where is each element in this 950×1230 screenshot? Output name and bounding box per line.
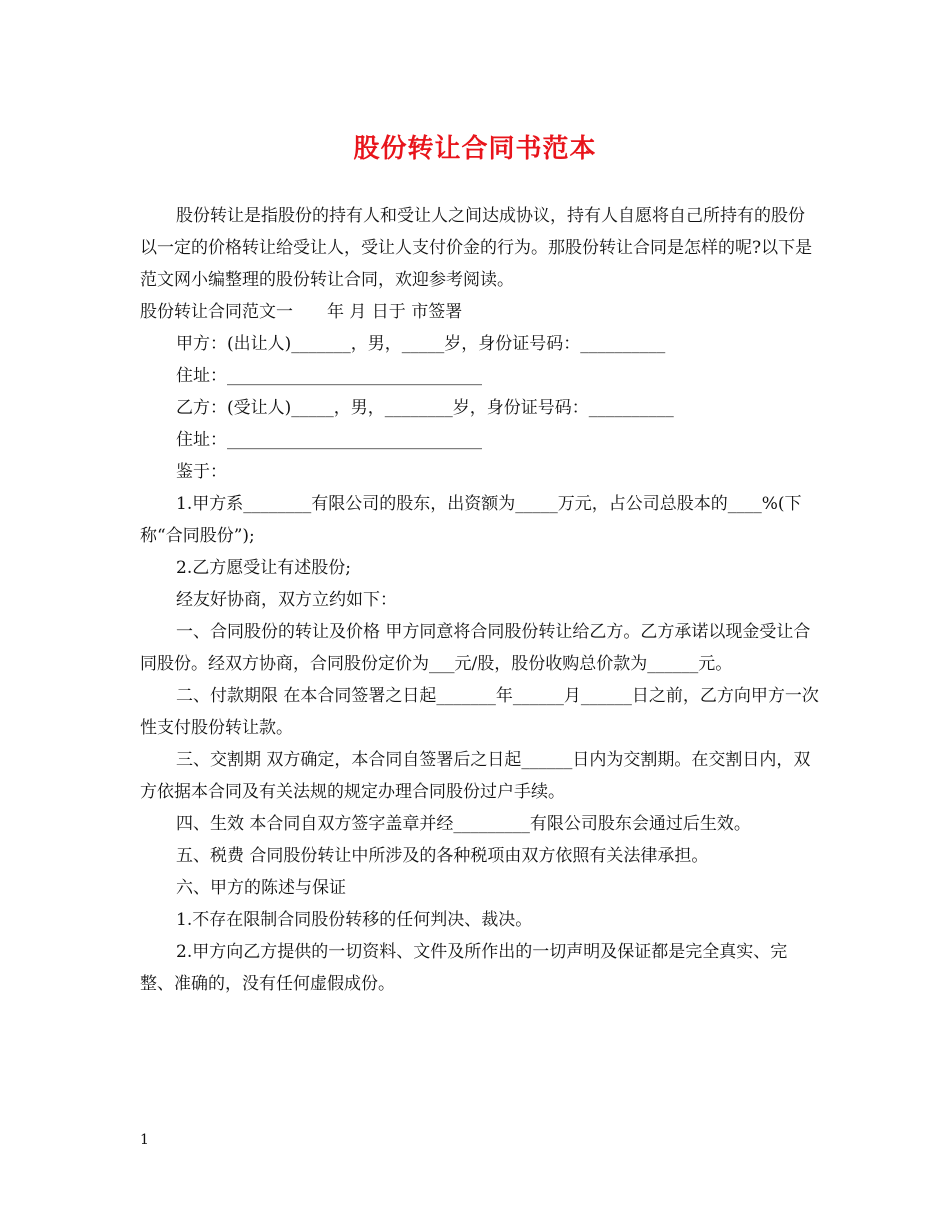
document-title: 股份转让合同书范本 [353, 134, 597, 164]
clause-3-delivery: 三、交割期 双方确定，本合同自签署后之日起______日内为交割期。在交割日内，双方依据本合同及有关法规的规定办理合同股份过户手续。 [140, 750, 811, 802]
clause-5-taxes: 五、税费 合同股份转让中所涉及的各种税项由双方依照有关法律承担。 [176, 846, 709, 866]
party-a-line: 甲方：(出让人)_______，男，_____岁，身份证号码：__________ [176, 334, 666, 354]
party-b-address: 住址：______________________________ [176, 430, 482, 450]
page-number: 1 [140, 1132, 149, 1148]
party-b-line: 乙方：(受让人)_____，男，________岁，身份证号码：__________ [176, 398, 674, 418]
clause-1-transfer: 一、合同股份的转让及价格 甲方同意将合同股份转让给乙方。乙方承诺以现金受让合同股份。经双方协商，合同股份定价为___元/股，股份收购总价款为______元。 [140, 622, 811, 674]
whereas-item-1: 1.甲方系________有限公司的股东，出资额为_____万元，占公司总股本的____%(下称“合同股份”); [140, 494, 802, 546]
contract-heading: 股份转让合同范文一 年 月 日于 市签署 [140, 302, 463, 322]
clause-6-item-2: 2.甲方向乙方提供的一切资料、文件及所作出的一切声明及保证都是完全真实、完整、准确的，没有任何虚假成份。 [140, 942, 788, 994]
document-body [140, 200, 820, 1000]
intro-paragraph: 股份转让是指股份的持有人和受让人之间达成协议，持有人自愿将自己所持有的股份以一定的价格转让给受让人，受让人支付价金的行为。那股份转让合同是怎样的呢?以下是范文网小编整理的股份转让合同，欢迎参考阅读。 [140, 206, 813, 290]
clause-4-effect: 四、生效 本合同自双方签字盖章并经_________有限公司股东会通过后生效。 [176, 814, 751, 834]
clause-6-heading: 六、甲方的陈述与保证 [176, 878, 346, 898]
party-a-address: 住址：______________________________ [176, 366, 482, 386]
whereas-heading: 鉴于： [176, 462, 227, 482]
whereas-item-2: 2.乙方愿受让有述股份; [176, 558, 351, 578]
agreement-intro: 经友好协商，双方立约如下： [176, 590, 397, 610]
clause-2-payment: 二、付款期限 在本合同签署之日起_______年______月______日之前，乙方向甲方一次性支付股份转让款。 [140, 686, 819, 738]
clause-6-item-1: 1.不存在限制合同股份转移的任何判决、裁决。 [176, 910, 533, 930]
